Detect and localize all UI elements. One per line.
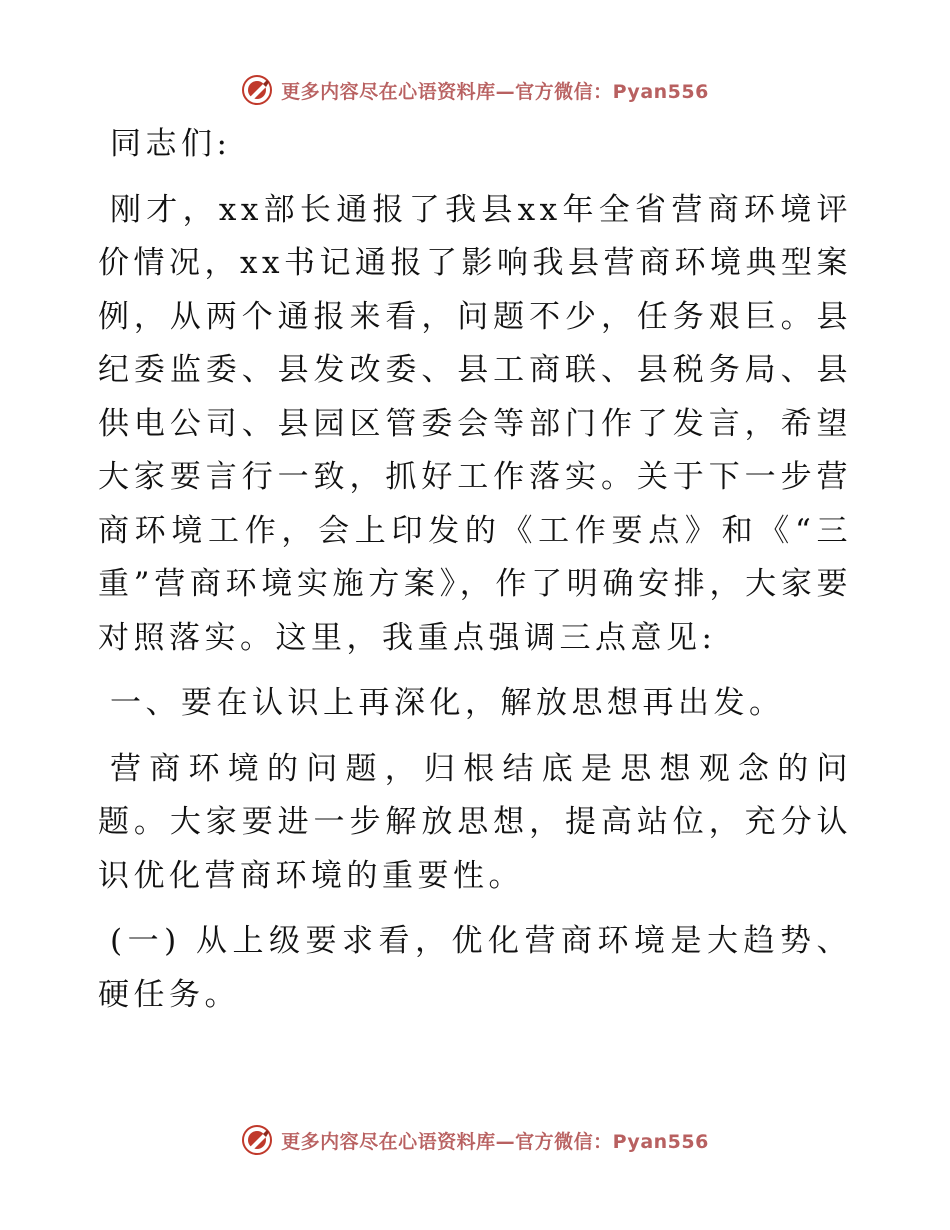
pen-logo-icon <box>241 1124 273 1156</box>
paragraph-section-1: 营商环境的问题，归根结底是思想观念的问题。大家要进一步解放思想，提高站位，充分认识优化营商环境的重要性。 <box>98 750 852 894</box>
paragraph-intro: 刚才，xx部长通报了我县xx年全省营商环境评价情况，xx书记通报了影响我县营商环境典型案例，从两个通报来看，问题不少，任务艰巨。县纪委监委、县发改委、县工商联、县税务局、县供电公司、县园区管委会等部门作了发言，希望大家要言行一致，抓好工作落实。关于下一步营商环境工作，会上印发的《工作要点》和《“三重”营商环境实施方案》，作了明确安排，大家要对照落实。这里，我重点强调三点意见: <box>98 191 852 656</box>
watermark-text: 更多内容尽在心语资料库—官方微信：Pyan556 <box>281 80 709 103</box>
footer-watermark <box>0 1120 950 1160</box>
document-body <box>98 118 852 1022</box>
section-heading-1: 一、要在认识上再深化，解放思想再出发。 <box>110 685 785 721</box>
watermark-text: 更多内容尽在心语资料库—官方微信：Pyan556 <box>281 1130 709 1153</box>
header-watermark <box>0 70 950 110</box>
salutation: 同志们: <box>110 126 232 162</box>
subsection-heading-1: (一) 从上级要求看，优化营商环境是大趋势、硬任务。 <box>98 923 852 1013</box>
pen-logo-icon <box>241 74 273 106</box>
